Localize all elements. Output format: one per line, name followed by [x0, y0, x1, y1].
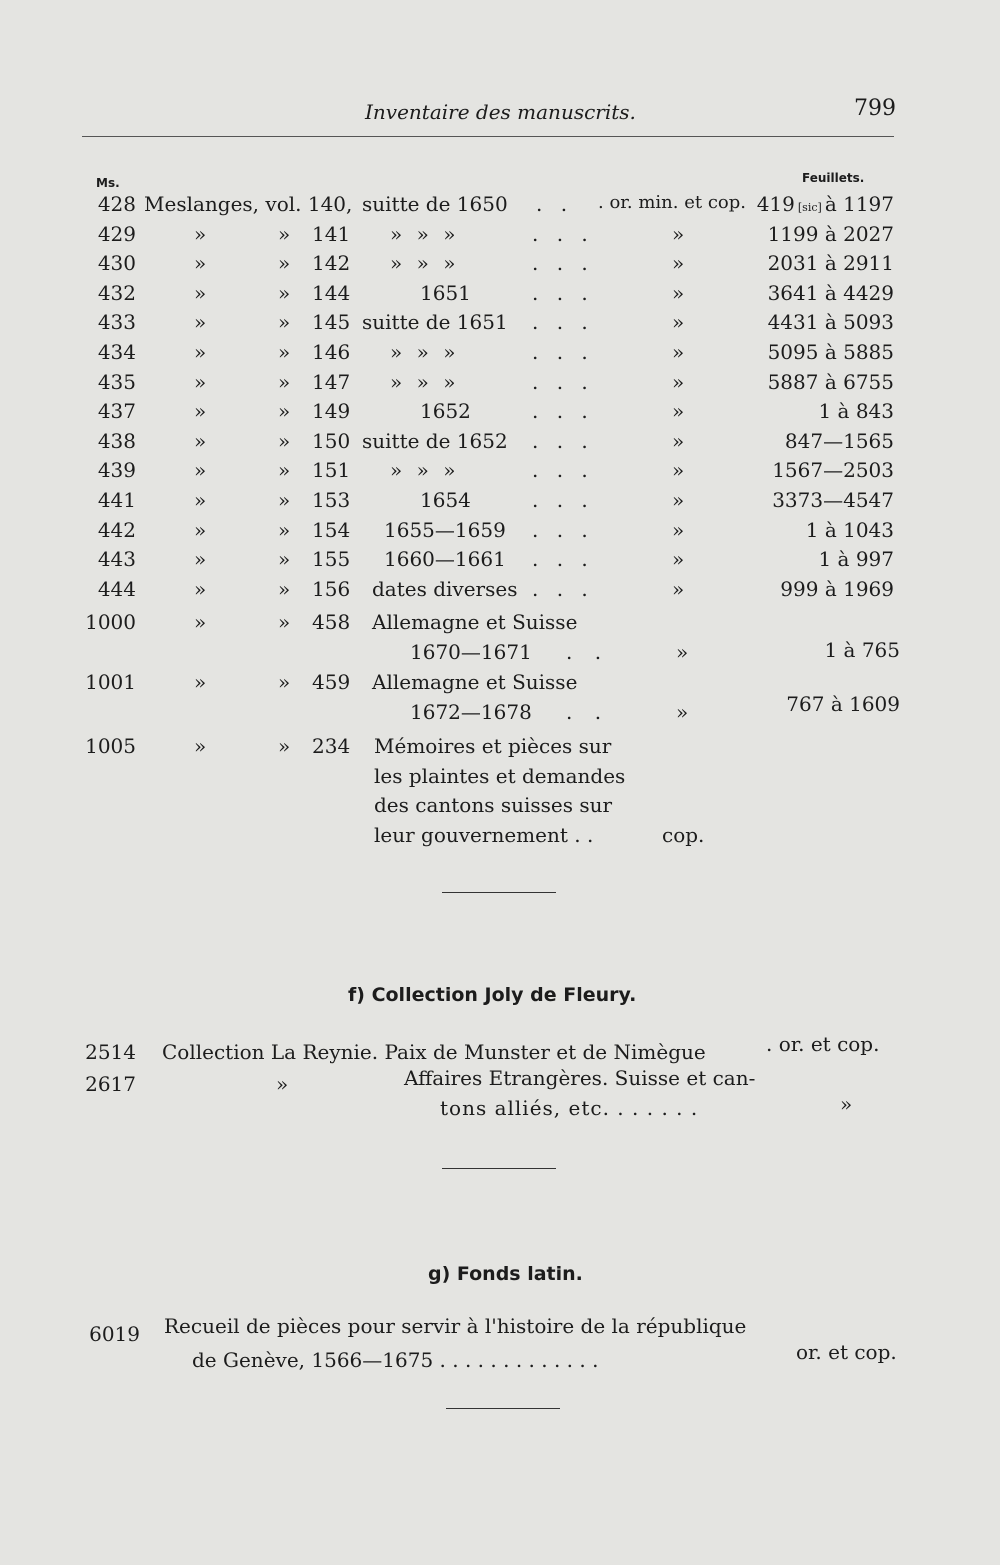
description-line: leur gouvernement . .: [374, 823, 594, 847]
entry-ms-6019: 6019: [89, 1322, 140, 1346]
volume-number: 154: [312, 518, 351, 542]
description: » » »: [390, 251, 460, 275]
originality: »: [672, 310, 685, 334]
page-number: 799: [854, 96, 896, 121]
entry-line2-2617: tons alliés, etc. . . . . . .: [440, 1096, 699, 1120]
ms-number: 439: [97, 458, 136, 482]
ditto-mark: »: [194, 370, 207, 394]
leader-dots: . .: [566, 640, 610, 664]
volume-number: 141: [312, 222, 351, 246]
description: » » »: [390, 370, 460, 394]
originality: »: [672, 370, 685, 394]
originality: »: [672, 577, 685, 601]
volume-number: 153: [312, 488, 351, 512]
ditto-mark: »: [278, 547, 291, 571]
ms-number: 441: [97, 488, 136, 512]
entry-ms-2514: 2514: [85, 1040, 136, 1064]
leader-dots: . . .: [532, 370, 594, 394]
sic-note: [sic]: [797, 201, 822, 214]
table-row: [0, 310, 1000, 340]
ditto-mark: »: [194, 222, 207, 246]
entry-orig-2617: »: [840, 1092, 853, 1116]
folio-range: [768, 310, 894, 334]
volume-label: Meslanges, vol. 140,: [144, 192, 353, 216]
ditto-mark: »: [194, 429, 207, 453]
leader-dots: . . .: [532, 222, 594, 246]
volume-number: 459: [312, 670, 351, 694]
description: suitte de 1651: [362, 310, 508, 334]
table-row: [0, 222, 1000, 252]
ms-number: 1001: [85, 670, 136, 694]
volume-number: 234: [312, 734, 351, 758]
originality: . or. min. et cop.: [598, 192, 746, 213]
folio-range: [785, 429, 894, 453]
table-row: [0, 429, 1000, 459]
ditto-mark: »: [278, 370, 291, 394]
folio-range: [818, 399, 894, 423]
description: » » »: [390, 222, 460, 246]
ms-number: 435: [97, 370, 136, 394]
table-row: [0, 340, 1000, 370]
ms-number: 1005: [85, 734, 136, 758]
originality: »: [676, 700, 689, 724]
table-row: [0, 370, 1000, 400]
ditto-mark: »: [194, 458, 207, 482]
volume-number: 458: [312, 610, 351, 634]
leader-dots: . .: [566, 700, 610, 724]
running-header-title: Inventaire des manuscrits.: [365, 100, 636, 124]
ditto-mark: »: [278, 458, 291, 482]
leader-dots: . . .: [532, 518, 594, 542]
section-divider: [446, 1408, 560, 1409]
description: 1651: [420, 281, 471, 305]
leader-dots: . . .: [532, 281, 594, 305]
ditto-mark: »: [194, 251, 207, 275]
folio-end: 4431 à 5093: [767, 310, 894, 334]
entry-line1-2617: Affaires Etrangères. Suisse et can-: [404, 1066, 756, 1090]
folio-end: 5887 à 6755: [767, 370, 894, 394]
ditto-mark: »: [194, 547, 207, 571]
ditto-mark: »: [194, 734, 207, 758]
ditto-mark: »: [278, 670, 291, 694]
description-line: Allemagne et Suisse: [372, 670, 578, 694]
folio-end: 1199 à 2027: [767, 222, 894, 246]
description: dates diverses: [372, 577, 518, 601]
originality: »: [676, 640, 689, 664]
volume-number: 151: [312, 458, 351, 482]
description: suitte de 1652: [362, 429, 508, 453]
ditto-mark: »: [194, 670, 207, 694]
section-divider: [442, 892, 556, 893]
ditto-mark: »: [278, 429, 291, 453]
folio-end: 3373—4547: [772, 488, 894, 512]
description: 1654: [420, 488, 471, 512]
ms-number: 443: [97, 547, 136, 571]
description-line: des cantons suisses sur: [374, 793, 613, 817]
leader-dots: . . .: [532, 488, 594, 512]
entry-line1-6019: Recueil de pièces pour servir à l'histoire de la république: [164, 1314, 747, 1338]
folio-end: 5095 à 5885: [767, 340, 894, 364]
entry-ms-2617: 2617: [85, 1072, 136, 1096]
ditto-mark: »: [194, 488, 207, 512]
originality: cop.: [662, 823, 705, 847]
originality: »: [672, 458, 685, 482]
ditto-mark: »: [278, 281, 291, 305]
entry-orig-6019: or. et cop.: [796, 1340, 897, 1364]
folio-range: [772, 458, 894, 482]
volume-number: 142: [312, 251, 351, 275]
ditto-mark: »: [194, 610, 207, 634]
originality: »: [672, 429, 685, 453]
leader-dots: . . .: [532, 577, 594, 601]
description: » » »: [390, 458, 460, 482]
volume-number: 147: [312, 370, 351, 394]
ditto-mark: »: [278, 251, 291, 275]
originality: »: [672, 340, 685, 364]
originality: »: [672, 518, 685, 542]
description: suitte de 1650: [362, 192, 508, 216]
entry-orig-2514: . or. et cop.: [766, 1032, 880, 1056]
folio-range: [780, 577, 894, 601]
folio-start: 419: [756, 192, 795, 216]
ms-number: 444: [97, 577, 136, 601]
folio-end: 1 à 997: [818, 547, 894, 571]
folio-end: 3641 à 4429: [767, 281, 894, 305]
volume-number: 145: [312, 310, 351, 334]
originality: »: [672, 547, 685, 571]
description-line: Mémoires et pièces sur: [374, 734, 612, 758]
folio-end: 1567—2503: [772, 458, 894, 482]
leader-dots: . . .: [532, 399, 594, 423]
folio-range: [768, 222, 894, 246]
leader-dots: . . .: [532, 310, 594, 334]
ms-number: 428: [97, 192, 136, 216]
description-line: 1672—1678: [410, 700, 532, 724]
folio-range: [757, 192, 894, 216]
table-row: [0, 458, 1000, 488]
folio-end: à 1197: [824, 192, 894, 216]
folio-range: [772, 488, 894, 512]
ms-number: 432: [97, 281, 136, 305]
volume-number: 150: [312, 429, 351, 453]
entry-line2-6019: de Genève, 1566—1675 . . . . . . . . . . . . .: [192, 1348, 599, 1372]
ms-number: 1000: [85, 610, 136, 634]
folio-range: [768, 340, 894, 364]
folio-range: [768, 370, 894, 394]
table-row: [0, 518, 1000, 548]
leader-dots: . . .: [532, 458, 594, 482]
folio-end: 1 à 1043: [805, 518, 894, 542]
section-heading-g: g) Fonds latin.: [428, 1263, 583, 1285]
folio-range: [768, 251, 894, 275]
description: 1652: [420, 399, 471, 423]
folio-range: 767 à 1609: [786, 692, 900, 716]
section-heading-f: f) Collection Joly de Fleury.: [348, 984, 637, 1006]
ditto-mark: »: [194, 399, 207, 423]
description-line: 1670—1671: [410, 640, 532, 664]
originality: »: [672, 281, 685, 305]
table-row: [0, 547, 1000, 577]
ditto-mark: »: [278, 340, 291, 364]
ditto-mark: »: [194, 281, 207, 305]
header-rule: [82, 136, 894, 137]
ms-number: 434: [97, 340, 136, 364]
table-row: [0, 399, 1000, 429]
feuillets-column-label: Feuillets.: [802, 171, 865, 185]
description-line: Allemagne et Suisse: [372, 610, 578, 634]
ditto-mark: »: [278, 518, 291, 542]
ditto-mark: »: [278, 399, 291, 423]
folio-end: 1 à 843: [818, 399, 894, 423]
folio-end: 847—1565: [784, 429, 894, 453]
volume-number: 155: [312, 547, 351, 571]
ditto-mark: »: [194, 340, 207, 364]
ms-column-label: Ms.: [96, 176, 120, 190]
table-row: [0, 281, 1000, 311]
entry-quote-2617: »: [276, 1072, 289, 1096]
volume-number: 149: [312, 399, 351, 423]
originality: »: [672, 488, 685, 512]
originality: »: [672, 222, 685, 246]
folio-end: 2031 à 2911: [767, 251, 894, 275]
folio-end: 999 à 1969: [780, 577, 894, 601]
ms-number: 430: [97, 251, 136, 275]
ms-number: 429: [97, 222, 136, 246]
ms-number: 437: [97, 399, 136, 423]
volume-number: 156: [312, 577, 351, 601]
ditto-mark: »: [278, 610, 291, 634]
ditto-mark: »: [278, 310, 291, 334]
table-row: [0, 251, 1000, 281]
folio-range: [818, 547, 894, 571]
ditto-mark: »: [278, 734, 291, 758]
leader-dots: . .: [536, 192, 574, 216]
table-row: [0, 577, 1000, 607]
ms-number: 438: [97, 429, 136, 453]
ditto-mark: »: [194, 310, 207, 334]
ms-number: 442: [97, 518, 136, 542]
leader-dots: . . .: [532, 251, 594, 275]
table-row: [0, 488, 1000, 518]
table-row: [0, 192, 1000, 222]
folio-range: [768, 281, 894, 305]
volume-number: 144: [312, 281, 351, 305]
description: 1655—1659: [384, 518, 506, 542]
ditto-mark: »: [194, 577, 207, 601]
ditto-mark: »: [278, 577, 291, 601]
ditto-mark: »: [278, 488, 291, 512]
folio-range: [806, 518, 894, 542]
description-line: les plaintes et demandes: [374, 764, 626, 788]
originality: »: [672, 399, 685, 423]
ms-number: 433: [97, 310, 136, 334]
description: » » »: [390, 340, 460, 364]
folio-range: 1 à 765: [824, 638, 900, 662]
section-divider: [442, 1168, 556, 1169]
leader-dots: . . .: [532, 547, 594, 571]
leader-dots: . . .: [532, 340, 594, 364]
entry-text-2514: Collection La Reynie. Paix de Munster et de Nimègue: [162, 1040, 706, 1064]
originality: »: [672, 251, 685, 275]
ditto-mark: »: [278, 222, 291, 246]
volume-number: 146: [312, 340, 351, 364]
leader-dots: . . .: [532, 429, 594, 453]
description: 1660—1661: [384, 547, 506, 571]
ditto-mark: »: [194, 518, 207, 542]
